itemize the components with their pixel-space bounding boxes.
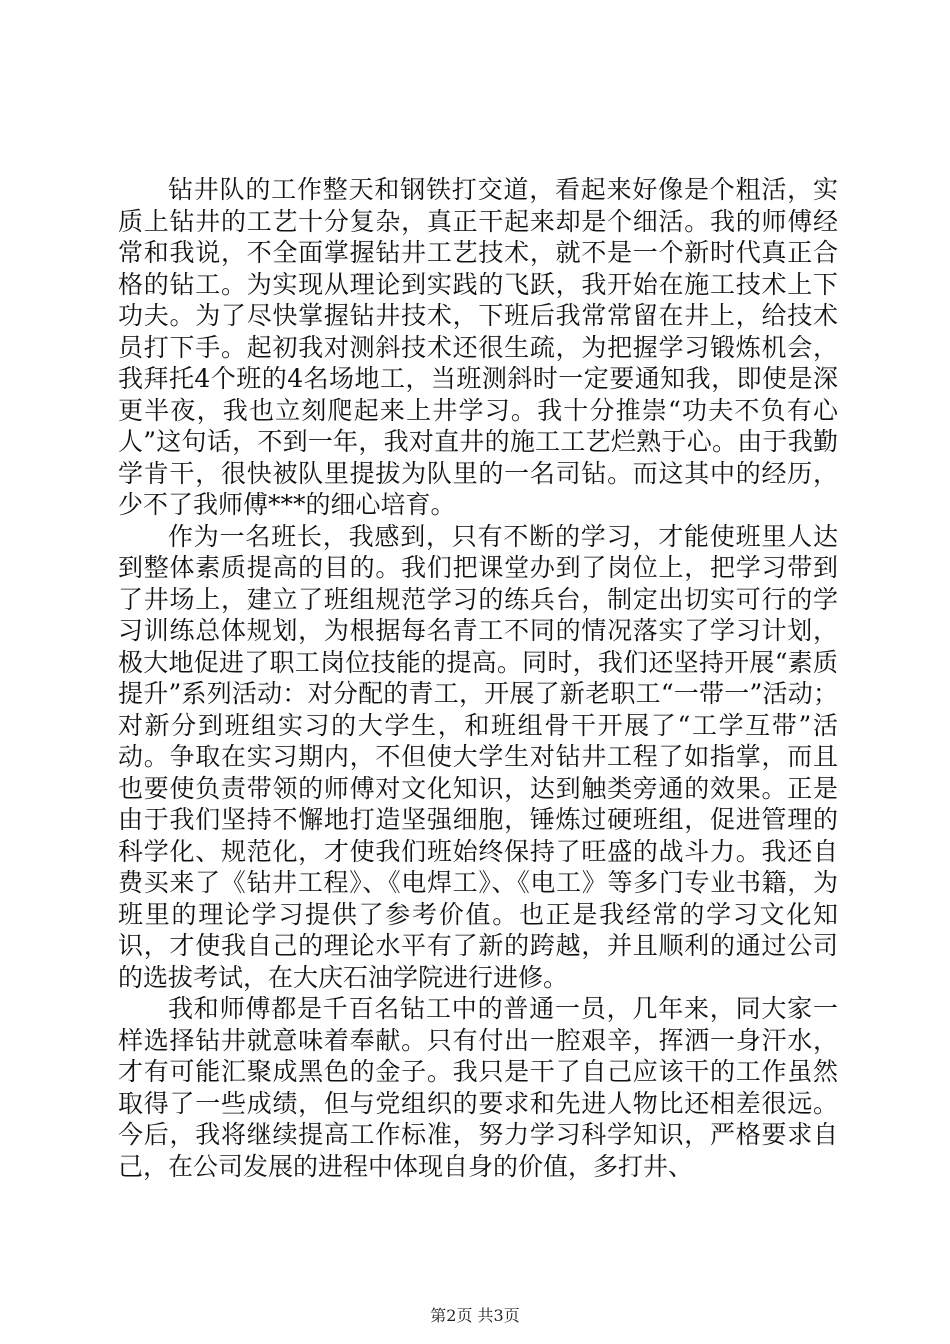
page-footer [0, 1303, 950, 1326]
paragraph-1: 钻井队的工作整天和钢铁打交道，看起来好像是个粗活，实质上钻井的工艺十分复杂，真正干起来却是个细活。我的师傅经常和我说，不全面掌握钻井工艺技术，就不是一个新时代真正合格的钻工。为实现从理论到实践的飞跃，我开始在施工技术上下功夫。为了尽快掌握钻井技术，下班后我常常留在井上，给技术员打下手。起初我对测斜技术还很生疏，为把握学习锻炼机会，我拜托4个班的4名场地工，当班测斜时一定要通知我，即使是深更半夜，我也立刻爬起来上井学习。我十分推崇“功夫不负有心人”这句话，不到一年，我对直井的施工工艺烂熟于心。由于我勤学肯干，很快被队里提拔为队里的一名司钻。而这其中的经历，少不了我师傅***的细心培育。 [118, 175, 838, 519]
page-number-label: 第2页 共3页 [430, 1306, 520, 1325]
paragraph-2: 作为一名班长，我感到，只有不断的学习，才能使班里人达到整体素质提高的目的。我们把课堂办到了岗位上，把学习带到了井场上，建立了班组规范学习的练兵台，制定出切实可行的学习训练总体规划，为根据每名青工不同的情况落实了学习计划，极大地促进了职工岗位技能的提高。同时，我们还坚持开展“素质提升”系列活动：对分配的青工，开展了新老职工“一带一”活动；对新分到班组实习的大学生，和班组骨干开展了“工学互带”活动。争取在实习期内，不但使大学生对钻井工程了如指掌，而且也要使负责带领的师傅对文化知识，达到触类旁通的效果。正是由于我们坚持不懈地打造坚强细胞，锤炼过硬班组，促进管理的科学化、规范化，才使我们班始终保持了旺盛的战斗力。我还自费买来了《钻井工程》、《电焊工》、《电工》等多门专业书籍，为班里的理论学习提供了参考价值。也正是我经常的学习文化知识，才使我自己的理论水平有了新的跨越，并且顺利的通过公司的选拔考试，在大庆石油学院进行进修。 [118, 521, 838, 992]
paragraph-3: 我和师傅都是千百名钻工中的普通一员，几年来，同大家一样选择钻井就意味着奉献。只有付出一腔艰辛，挥洒一身汗水，才有可能汇聚成黑色的金子。我只是干了自己应该干的工作虽然取得了一些成绩，但与党组织的要求和先进人物比还相差很远。今后，我将继续提高工作标准，努力学习科学知识，严格要求自己，在公司发展的进程中体现自身的价值，多打井、 [118, 994, 838, 1181]
document-body [118, 174, 838, 1182]
